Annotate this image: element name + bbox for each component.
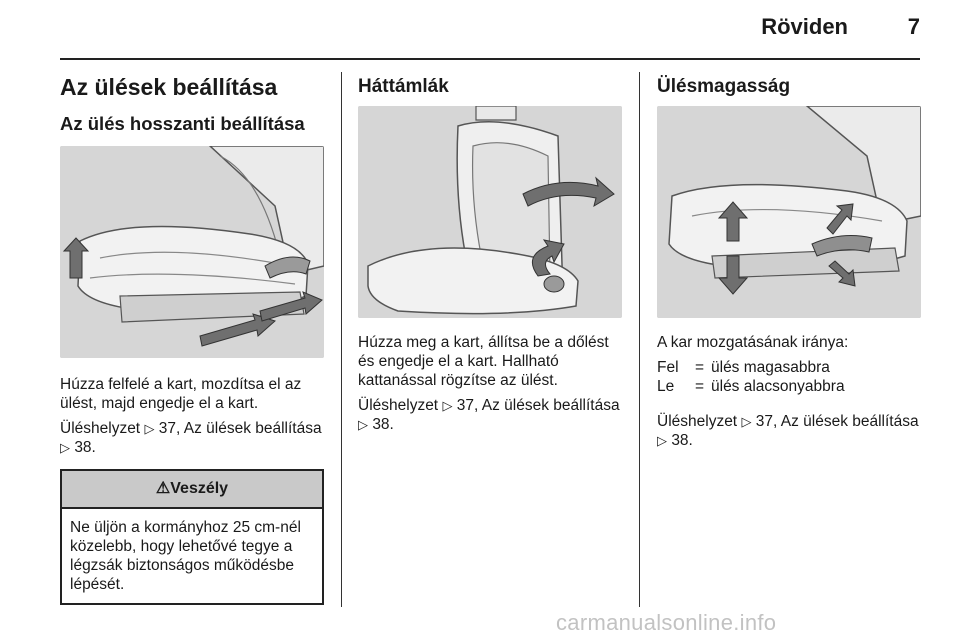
reference-arrow-icon: ▷ [657,433,667,448]
definition-equals: = [695,378,705,395]
definition-term: Le [657,378,675,395]
definition-desc: ülés alacsonyabbra [711,378,845,395]
ref-page: 38. [671,432,693,449]
body-text: Húzza felfelé a kart, mozdítsa el az ülést, majd engedje el a kart. [60,376,302,412]
cross-reference [358,396,622,434]
definition-list [657,358,921,396]
cross-reference [60,419,324,457]
definition-desc: ülés magasabbra [711,359,830,376]
header-title: Röviden [761,14,848,39]
reference-arrow-icon: ▷ [144,421,155,436]
warning-header [62,471,322,509]
column-left [60,72,324,605]
warning-text: Ne üljön a kormányhoz 25 cm-nél közelebb, hogy lehetővé tegye a légzsák biztonságos működésbe lépését. [70,519,301,593]
section-heading: Az ülések beállítása [60,74,278,100]
watermark: carmanualsonline.info [556,610,777,635]
ref-prefix: Üléshelyzet [657,413,738,430]
subsection-heading: Az ülés hosszanti beállítása [60,113,305,134]
reference-arrow-icon: ▷ [741,414,752,429]
body-text: Húzza meg a kart, állítsa be a dőlést és engedje el a kart. Hallható kattanással rögzítse az ülést. [358,334,609,389]
ref-page: 38. [372,416,394,433]
reference-arrow-icon: ▷ [358,417,368,432]
ref-prefix: Üléshelyzet [60,420,141,437]
ref-prefix: Üléshelyzet [358,397,439,414]
cross-reference [657,412,921,450]
section-heading: Háttámlák [358,76,449,97]
definition-term: Fel [657,359,679,376]
backrest-illustration [358,106,622,318]
reference-arrow-icon: ▷ [60,440,70,455]
ref-text: 37, Az ülések beállítása [158,420,322,437]
definition-equals: = [695,359,705,376]
definition-row [657,377,921,396]
intro-text: A kar mozgatásának iránya: [657,334,849,351]
warning-title: Veszély [170,480,229,497]
ref-text: 37, Az ülések beállítása [456,397,620,414]
column-middle [358,72,622,434]
column-divider-1 [341,72,342,607]
section-heading: Ülésmagasság [657,76,791,97]
definition-row [657,358,921,377]
ref-page: 38. [74,439,96,456]
seat-height-illustration [657,106,921,318]
header-rule [60,58,920,60]
column-right [657,72,921,450]
reference-arrow-icon: ▷ [442,398,453,413]
seat-longitudinal-illustration [60,146,324,358]
page-number: 7 [907,14,920,39]
warning-box [60,469,324,605]
warning-triangle-icon: ⚠ [155,480,171,497]
ref-text: 37, Az ülések beállítása [755,413,919,430]
column-divider-2 [639,72,640,607]
